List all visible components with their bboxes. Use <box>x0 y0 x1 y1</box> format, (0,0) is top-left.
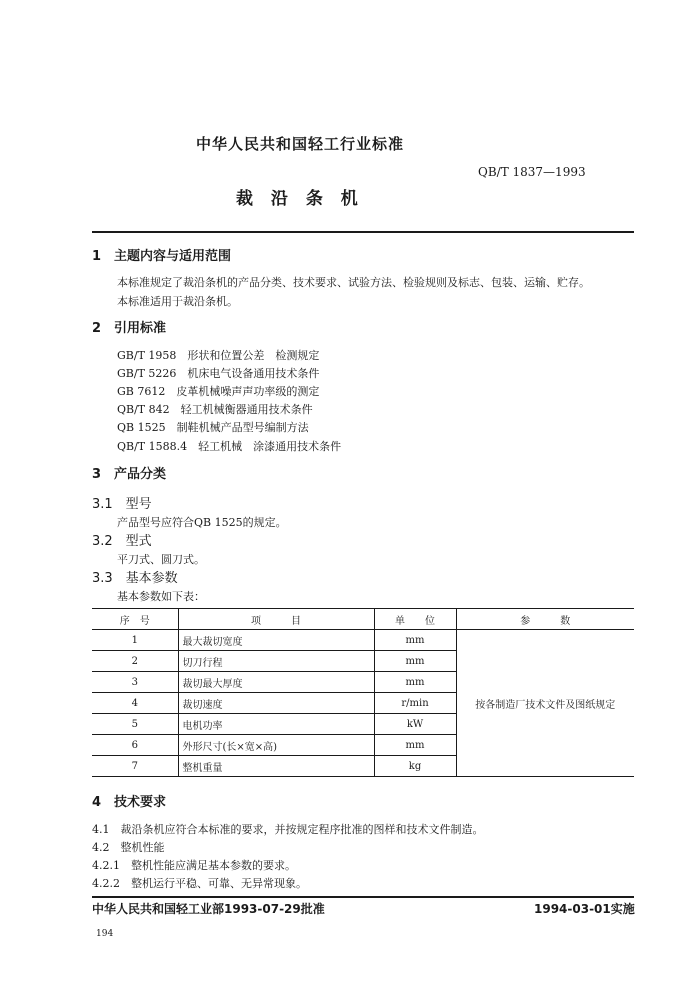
page-number: 194 <box>96 929 114 939</box>
table-row <box>92 630 634 651</box>
section-3-2-heading: 3.2 型式 <box>92 534 152 549</box>
section-1-line-1: 本标准规定了裁沿条机的产品分类、技术要求、试验方法、检验规则及标志、包装、运输、贮存。 <box>117 276 590 289</box>
section-3-2-text: 平刀式、圆刀式。 <box>117 553 205 566</box>
row-number: 4 <box>92 693 178 714</box>
section-3-3-heading: 3.3 基本参数 <box>92 571 178 586</box>
header-number: 序 号 <box>92 609 178 630</box>
row-item: 裁切速度 <box>178 693 374 714</box>
section-3-1-heading: 3.1 型号 <box>92 497 152 512</box>
row-item: 最大裁切宽度 <box>178 630 374 651</box>
header-rule <box>92 231 634 233</box>
section-1-heading: 1 主题内容与适用范围 <box>92 249 232 264</box>
reference-item: GB 7612 皮革机械噪声声功率级的测定 <box>117 385 320 398</box>
row-unit: r/min <box>374 693 456 714</box>
reference-item: QB/T 1588.4 轻工机械 涂漆通用技术条件 <box>117 440 342 453</box>
org-title: 中华人民共和国轻工行业标准 <box>196 135 405 153</box>
header-parameter: 参 数 <box>456 609 634 630</box>
section-4-1: 4.1 裁沿条机应符合本标准的要求，并按规定程序批准的图样和技术文件制造。 <box>92 823 484 836</box>
row-number: 7 <box>92 756 178 777</box>
row-unit: kW <box>374 714 456 735</box>
approval-line: 中华人民共和国轻工业部1993-07-29批准 <box>92 902 325 916</box>
row-unit: kg <box>374 756 456 777</box>
section-4-2-1: 4.2.1 整机性能应满足基本参数的要求。 <box>92 859 296 872</box>
row-number: 5 <box>92 714 178 735</box>
effective-date: 1994-03-01实施 <box>534 902 635 916</box>
section-4-2-2: 4.2.2 整机运行平稳、可靠、无异常现象。 <box>92 877 307 890</box>
row-unit: mm <box>374 651 456 672</box>
header-item: 项 目 <box>178 609 374 630</box>
section-1-line-2: 本标准适用于裁沿条机。 <box>117 295 238 308</box>
merged-parameter-cell: 按各制造厂技术文件及图纸规定 <box>456 630 634 777</box>
reference-item: GB/T 1958 形状和位置公差 检测规定 <box>117 349 320 362</box>
row-unit: mm <box>374 630 456 651</box>
row-number: 6 <box>92 735 178 756</box>
doc-title: 裁 沿 条 机 <box>236 189 364 209</box>
section-3-heading: 3 产品分类 <box>92 467 167 482</box>
row-unit: mm <box>374 735 456 756</box>
row-number: 1 <box>92 630 178 651</box>
section-3-3-text: 基本参数如下表： <box>117 590 205 603</box>
reference-item: GB/T 5226 机床电气设备通用技术条件 <box>117 367 320 380</box>
section-2-heading: 2 引用标准 <box>92 321 167 336</box>
reference-item: QB/T 842 轻工机械衡器通用技术条件 <box>117 403 313 416</box>
row-number: 2 <box>92 651 178 672</box>
section-4-2: 4.2 整机性能 <box>92 841 165 854</box>
header-unit: 单 位 <box>374 609 456 630</box>
table-header-row <box>92 609 634 630</box>
basic-parameters-table <box>92 608 634 777</box>
footer-rule <box>92 896 634 898</box>
row-number: 3 <box>92 672 178 693</box>
section-4-heading: 4 技术要求 <box>92 795 167 810</box>
row-item: 裁切最大厚度 <box>178 672 374 693</box>
reference-item: QB 1525 制鞋机械产品型号编制方法 <box>117 421 309 434</box>
row-item: 切刀行程 <box>178 651 374 672</box>
standard-code: QB/T 1837—1993 <box>478 165 586 179</box>
row-item: 电机功率 <box>178 714 374 735</box>
section-3-1-text: 产品型号应符合QB 1525的规定。 <box>117 516 287 529</box>
row-unit: mm <box>374 672 456 693</box>
row-item: 外形尺寸(长×宽×高) <box>178 735 374 756</box>
row-item: 整机重量 <box>178 756 374 777</box>
